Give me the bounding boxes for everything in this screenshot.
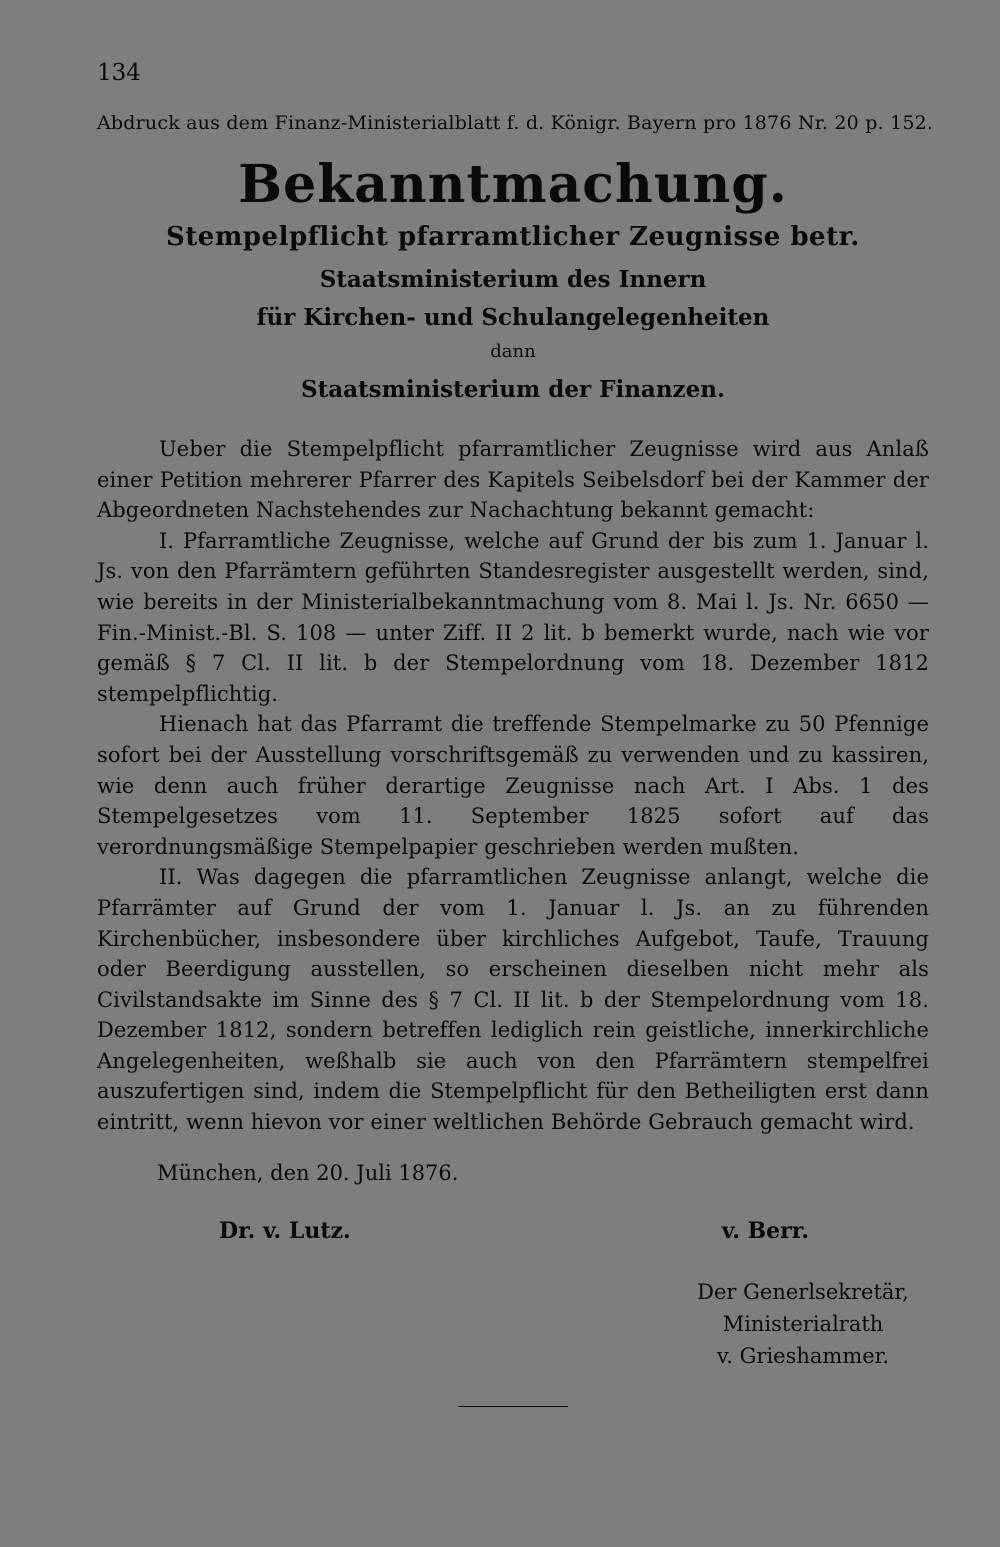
body-text [97,434,929,1138]
paragraph-section-2: II. Was dagegen die pfarramtlichen Zeugnisse anlangt, welche die Pfarrämter auf Grund der vom 1. Januar l. Js. an zu führenden Kirchenbücher, insbesondere über kirchliches Aufgebot, Taufe, Trauung oder Beerdigung ausstellen, so erscheinen dieselben nicht mehr als Civilstandsakte im Sinne des § 7 Cl. II lit. b der Stempelordnung vom 18. Dezember 1812, sondern betreffen lediglich rein geistliche, innerkirchliche Angelegenheiten, weßhalb sie auch von den Pfarrämtern stempelfrei auszufertigen sind, indem die Stempelpflicht für den Betheiligten erst dann eintritt, wenn hievon vor einer weltlichen Behörde Gebrauch gemacht wird. [97,865,929,1135]
issuing-ministry-1-line-2: für Kirchen- und Schulangelegenheiten [256,304,770,331]
page-number: 134 [97,60,141,86]
date-line: München, den 20. Juli 1876. [157,1160,459,1185]
signature-right: v. Berr. [721,1217,809,1244]
countersign-line-2: Ministerialrath [722,1311,884,1336]
signatures [97,1218,929,1258]
signature-left: Dr. v. Lutz. [219,1217,351,1244]
paragraph-intro: Ueber die Stempelpflicht pfarramtlicher Zeugnisse wird aus Anlaß einer Petition mehrerer Pfarrer des Kapitels Seibelsdorf bei der Kammer der Abgeordneten Nachstehendes zur Nachachtung bekannt gemacht: [97,437,929,523]
conjunction: dann [490,341,536,362]
countersign-line-1: Der Generlsekretär, [697,1279,909,1304]
document-page [97,58,934,1407]
document-title: Bekanntmachung. [238,154,788,215]
issuing-ministry-1-line-1: Staatsministerium des Innern [319,266,707,293]
paragraph-section-1: I. Pfarramtliche Zeugnisse, welche auf Grund der bis zum 1. Januar l. Js. von den Pfarrämtern geführten Standesregister ausgestellt werden, sind, wie bereits in der Ministerialbekanntmachung vom 8. Mai l. Js. Nr. 6650 — Fin.-Minist.-Bl. S. 108 — unter Ziff. II 2 lit. b bemerkt wurde, nach wie vor gemäß § 7 Cl. II lit. b der Stempelordnung vom 18. Dezember 1812 stempelpflichtig. [97,528,929,706]
document-subject: Stempelpflicht pfarramtlicher Zeugnisse betr. [166,222,860,252]
countersign-block [97,1276,929,1372]
countersign-line-3: v. Grieshammer. [716,1343,890,1368]
reprint-note: Abdruck aus dem Finanz-Ministerialblatt f. d. Königr. Bayern pro 1876 Nr. 20 p. 152. [97,112,934,134]
closing-rule [458,1406,568,1407]
issuing-ministry-2: Staatsministerium der Finanzen. [301,376,725,403]
paragraph-section-1-continued: Hienach hat das Pfarramt die treffende Stempelmarke zu 50 Pfennige sofort bei der Ausstellung vorschriftsgemäß zu verwenden und zu kassiren, wie denn auch früher derartige Zeugnisse nach Art. I Abs. 1 des Stempelgesetzes vom 11. September 1825 sofort auf das verordnungsmäßige Stempelpapier geschrieben werden mußten. [97,712,929,859]
